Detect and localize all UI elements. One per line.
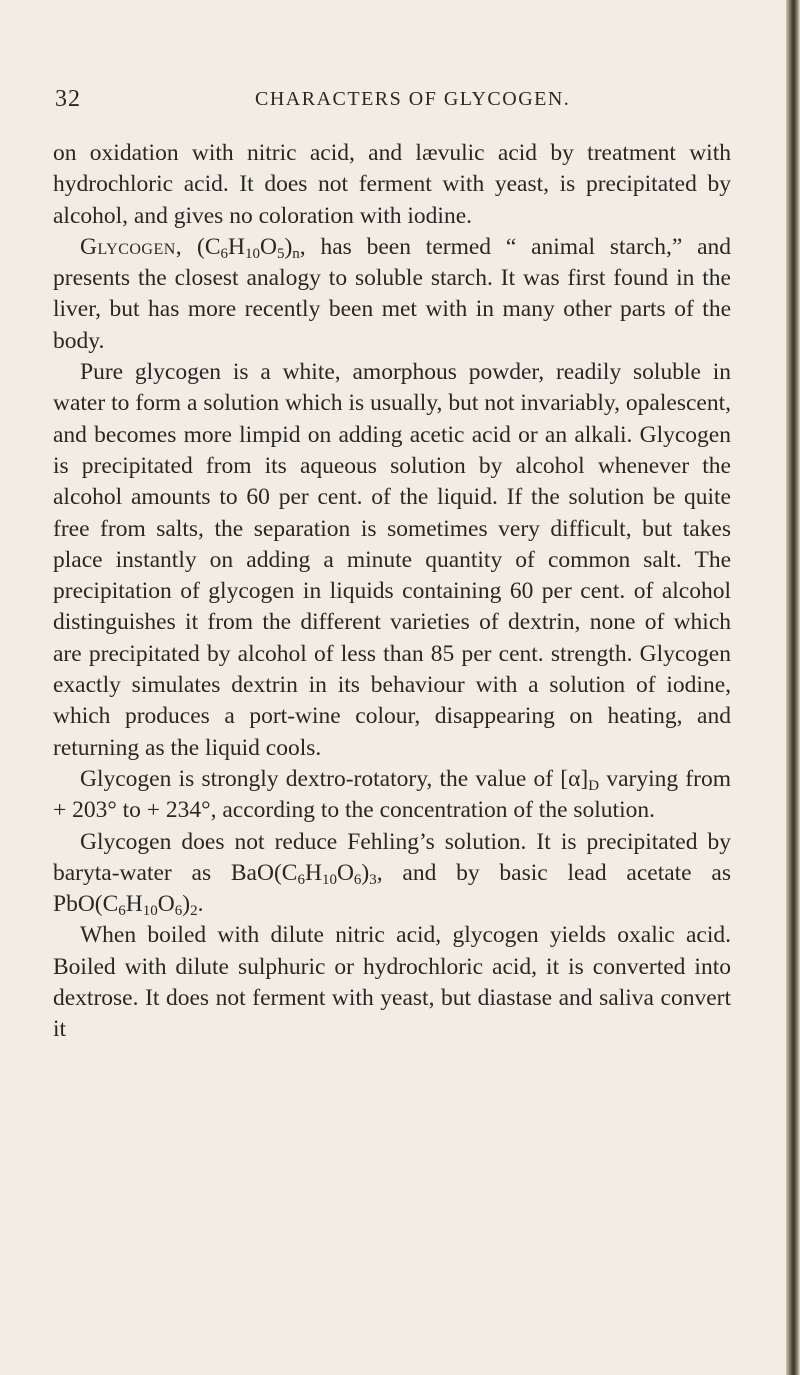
paragraph: Glycogen does not reduce Fehling’s solution. It is precipitated by baryta-water as $BaO(C_6H_{10}O_6)_3$, and by basic lead acetate as $PbO(C_6H_{10}O_6)_2$.: [53, 828, 731, 920]
page-edge: [786, 0, 800, 1375]
paragraph: Glycogen, $(C_6H_{10}O_5)_n$, has been termed “ animal starch,” and presents the closest analogy to soluble starch. It was first found in the liver, but has more recently been met with in many other parts of the body.: [53, 233, 732, 354]
page-number: 32: [55, 86, 81, 112]
paragraph: Glycogen is strongly dextro-rotatory, the value of $[\alpha]_D$ varying from + 203° to + 234°, according to the concentration of the solution.: [53, 765, 731, 824]
heading-term: Glycogen,: [80, 233, 183, 260]
page-header: [0, 86, 800, 120]
body-text: [53, 138, 731, 1046]
paragraph: on oxidation with nitric acid, and lævulic acid by treatment with hydrochloric acid. It does not ferment with yeast, is precipitated by alcohol, and gives no coloration with iodine.: [53, 140, 731, 229]
paragraph: When boiled with dilute nitric acid, glycogen yields oxalic acid. Boiled with dilute sulphuric or hydrochloric acid, it is converted into dextrose. It does not ferment with yeast, but diastase and saliva convert it: [53, 922, 731, 1043]
chemical-formula: $(C_6H_{10}O_5)_n$: [197, 233, 300, 262]
paragraph: Pure glycogen is a white, amorphous powder, readily soluble in water to form a solution which is usually, but not invariably, opalescent, and becomes more limpid on adding acetic acid or an alkali. Glycogen is precipitated from its aqueous solution by alcohol whenever the alcohol amounts to 60 per cent. of the liquid. If the solution be quite free from salts, the separation is sometimes very difficult, but takes place instantly on adding a minute quantity of common salt. The precipitation of glycogen in liquids containing 60 per cent. of alcohol distinguishes it from the different varieties of dextrin, none of which are precipitated by alcohol of less than 85 per cent. strength. Glycogen exactly simulates dextrin in its behaviour with a solution of iodine, which produces a port-wine colour, disappearing on heating, and returning as the liquid cools.: [53, 359, 731, 761]
running-head: CHARACTERS OF GLYCOGEN.: [255, 88, 571, 110]
